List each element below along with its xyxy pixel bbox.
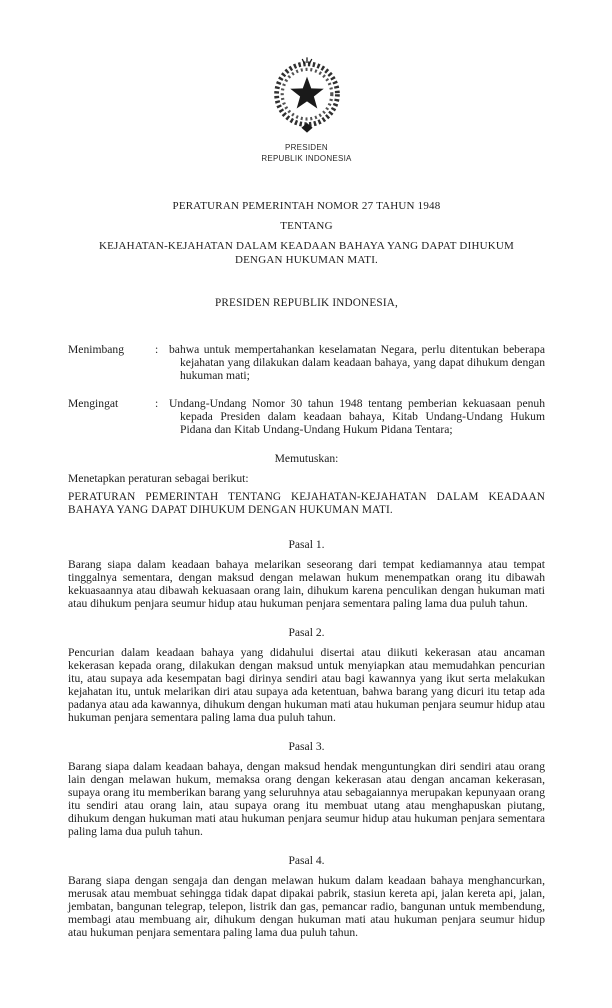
consideration-text: Undang-Undang Nomor 30 tahun 1948 tentang pemberian kekuasaan penuh kepada Presiden dalam keadaan bahaya, Kitab Undang-Undang Hukum Pidana dan Kitab Undang-Undang Hukum Pidana Tentara; — [169, 396, 545, 436]
consideration-row-mengingat — [68, 397, 545, 436]
article-heading: Pasal 1. — [288, 537, 325, 551]
article-body: Barang siapa dalam keadaan bahaya, dengan maksud hendak menguntungkan diri sendiri atau orang lain dengan melawan hukum, memaksa orang dengan kekerasan atau dengan ancaman kekerasan, supaya orang itu memberikan barang yang seluruhnya atau sebagaiannya merupakan kepunyaan orang itu sendiri atau orang lain, atau supaya orang itu membuat utang atau menghapuskan piutang, dihukum dengan hukuman mati atau hukuman penjara seumur hidup atau hukuman penjara sementara paling lama dua puluh tahun. — [68, 759, 545, 838]
consideration-row-menimbang — [68, 343, 545, 382]
article-3 — [68, 740, 545, 838]
tentang-label: TENTANG — [280, 220, 333, 233]
regulation-subject-title: KEJAHATAN-KEJAHATAN DALAM KEADAAN BAHAYA YANG DAPAT DIHUKUM DENGAN HUKUMAN MATI. — [98, 240, 514, 266]
decision-heading: Memutuskan: — [274, 451, 339, 465]
article-heading: Pasal 3. — [288, 739, 325, 753]
article-2 — [68, 626, 545, 724]
consideration-text: bahwa untuk mempertahankan keselamatan Negara, perlu ditentukan beberapa kejahatan yang dilakukan dalam keadaan bahaya, yang dapat dihukum dengan hukuman mati; — [169, 342, 545, 382]
article-body: Pencurian dalam keadaan bahaya yang didahului disertai atau diikuti kekerasan atau ancaman kekerasan kepada orang, dilakukan dengan maksud untuk menyiapkan atau memudahkan pencurian itu, atau supaya ada kesempatan bagi dirinya sendiri atau bagi kawannya yang ikut serta melakukan kejahatan itu, untuk melarikan diri atau supaya ada ketentuan, bahwa barang yang dicuri itu tetap ada padanya atau ada kawannya, dihukum dengan hukuman mati atau hukuman penjara seumur hidup atau hukuman penjara sementara paling lama dua puluh tahun. — [68, 645, 545, 724]
consideration-label: Menimbang — [68, 342, 125, 356]
article-heading: Pasal 2. — [288, 625, 325, 639]
salutation: PRESIDEN REPUBLIK INDONESIA, — [214, 296, 399, 309]
enacting-title: PERATURAN PEMERINTAH TENTANG KEJAHATAN-KEJAHATAN DALAM KEADAAN BAHAYA YANG DAPAT DIHUKUM DENGAN HUKUMAN MATI. — [68, 490, 545, 516]
article-1 — [68, 538, 545, 610]
article-4 — [68, 854, 545, 939]
consideration-label: Mengingat — [68, 396, 119, 410]
regulation-number-title: PERATURAN PEMERINTAH NOMOR 27 TAHUN 1948 — [172, 200, 441, 213]
consideration-colon: : — [155, 396, 159, 410]
enacting-clause: Menetapkan peraturan sebagai berikut: — [68, 471, 249, 485]
article-body: Barang siapa dalam keadaan bahaya melarikan seseorang dari tempat kediamannya atau tempat tinggalnya sementara, dengan maksud dengan melawan hukum menempatkan orang itu dibawah kekuasaannya atau dibawah kekuasaan orang lain, dihukum karena penculikan dengan hukuman mati atau dihukum penjara seumur hidup atau hukuman penjara sementara paling lama dua puluh tahun. — [68, 557, 545, 610]
consideration-colon: : — [155, 342, 159, 356]
org-name-line1: PRESIDEN — [285, 143, 328, 152]
document-header — [68, 52, 545, 164]
article-heading: Pasal 4. — [288, 853, 325, 867]
org-name-line2: REPUBLIK INDONESIA — [261, 153, 352, 163]
presidential-seal-icon — [267, 52, 347, 138]
article-body: Barang siapa dengan sengaja dan dengan melawan hukum dalam keadaan bahaya menghancurkan, merusak atau membuat sehingga tidak dapat dipakai pabrik, stasiun kereta api, jalan kereta api, jalan, jembatan, bangunan telegrap, telepon, listrik dan gas, pemancar radio, bangunan untuk membendung, membagi atau membuang air, dihukum dengan hukuman mati atau hukuman penjara seumur hidup atau hukuman penjara sementara paling lama dua puluh tahun. — [68, 873, 545, 939]
regulation-title-block — [68, 200, 545, 267]
